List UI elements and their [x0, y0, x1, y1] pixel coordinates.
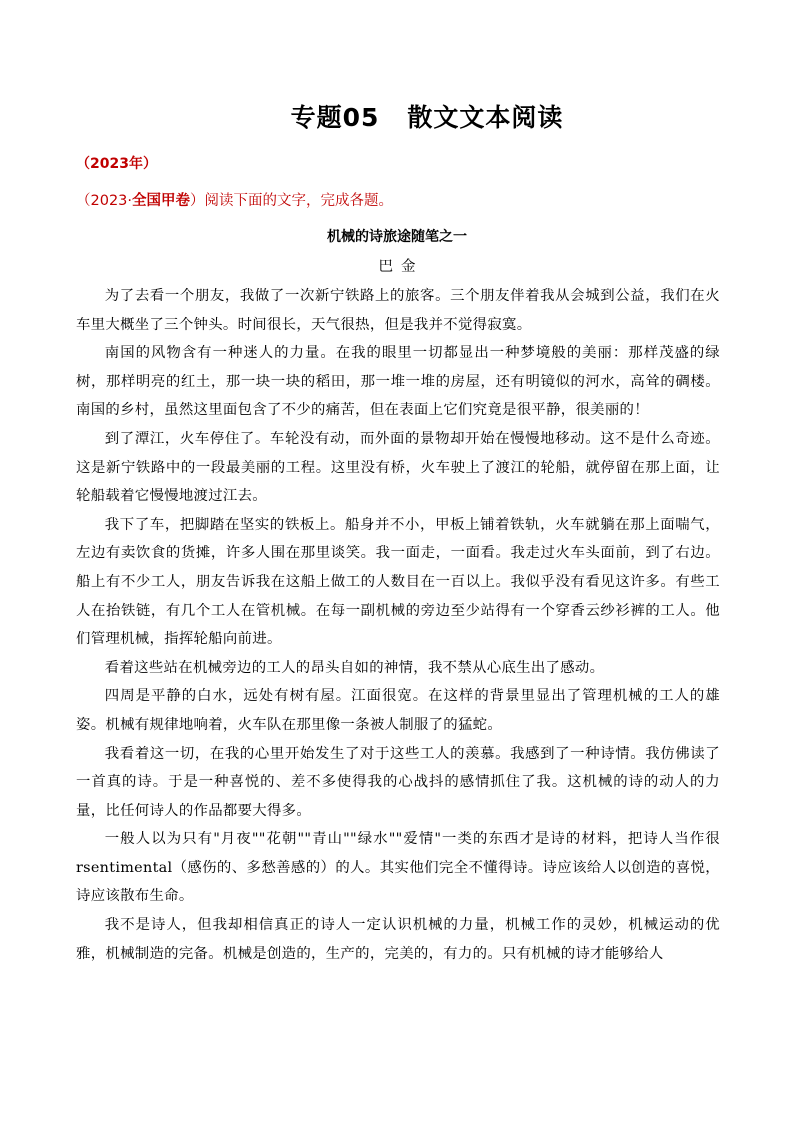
- question-source-open: （2023·: [76, 193, 133, 209]
- article-body: [76, 282, 720, 968]
- paragraph: 我下了车，把脚踏在坚实的铁板上。船身并不小，甲板上铺着铁轨，火车就躺在那上面喘气，左边有卖饮食的货摊，许多人围在那里谈笑。我一面走，一面看。我走过火车头面前，到了右边。船上有不少工人，朋友告诉我在这船上做工的人数目在一百以上。我似乎没有看见这许多。有些工人在抬铁链，有几个工人在管机械。在每一副机械的旁边至少站得有一个穿香云纱衫裤的工人。他们管理机械，指挥轮船向前进。: [76, 516, 720, 648]
- paragraph: 我不是诗人，但我却相信真正的诗人一定认识机械的力量，机械工作的灵妙，机械运动的优雅，机械制造的完备。机械是创造的，生产的，完美的，有力的。只有机械的诗才能够给人: [76, 917, 720, 962]
- question-instruction-text: 阅读下面的文字，完成各题。: [204, 193, 394, 209]
- title-topic-name: 散文文本阅读: [407, 103, 564, 132]
- article-author: 巴金: [378, 259, 424, 275]
- question-source: 全国甲卷: [132, 193, 191, 209]
- article-title: 机械的诗旅途随笔之一: [327, 229, 467, 245]
- year-label: （2023年）: [76, 156, 157, 172]
- title-topic-number: 专题05: [290, 103, 380, 132]
- paragraph: 南国的风物含有一种迷人的力量。在我的眼里一切都显出一种梦境般的美丽：那样茂盛的绿树，那样明亮的红土，那一块一块的稻田，那一堆一堆的房屋，还有明镜似的河水，高耸的碉楼。南国的乡村，虽然这里面包含了不少的痛苦，但在表面上它们究竟是很平静，很美丽的！: [76, 345, 720, 419]
- paragraph: 看着这些站在机械旁边的工人的昂头自如的神情，我不禁从心底生出了感动。: [104, 659, 605, 676]
- paragraph: 为了去看一个朋友，我做了一次新宁铁路上的旅客。三个朋友伴着我从会城到公益，我们在火车里大概坐了三个钟头。时间很长，天气很热，但是我并不觉得寂寞。: [76, 288, 720, 333]
- paragraph: 四周是平静的白水，远处有树有屋。江面很宽。在这样的背景里显出了管理机械的工人的雄姿。机械有规律地响着，火车队在那里像一条被人制服了的猛蛇。: [76, 688, 720, 733]
- question-source-close: ）: [190, 193, 205, 209]
- paragraph: 到了潭江，火车停住了。车轮没有动，而外面的景物却开始在慢慢地移动。这不是什么奇迹。这是新宁铁路中的一段最美丽的工程。这里没有桥，火车驶上了渡江的轮船，就停留在那上面，让轮船载着它慢慢地渡过江去。: [76, 430, 720, 505]
- paragraph: 我看着这一切，在我的心里开始发生了对于这些工人的羡慕。我感到了一种诗情。我仿佛读了一首真的诗。于是一种喜悦的、差不多使得我的心战抖的感情抓住了我。这机械的诗的动人的力量，比任何诗人的作品都要大得多。: [76, 745, 720, 819]
- page-title: [0, 98, 794, 134]
- question-instruction: [76, 189, 393, 210]
- paragraph: 一般人以为只有"月夜""花朝""青山""绿水""爱情"一类的东西才是诗的材料，把诗人当作很rsentimental（感伤的、多愁善感的）的人。其实他们完全不懂得诗。诗应该给人以创造的喜悦，诗应该散布生命。: [76, 831, 720, 905]
